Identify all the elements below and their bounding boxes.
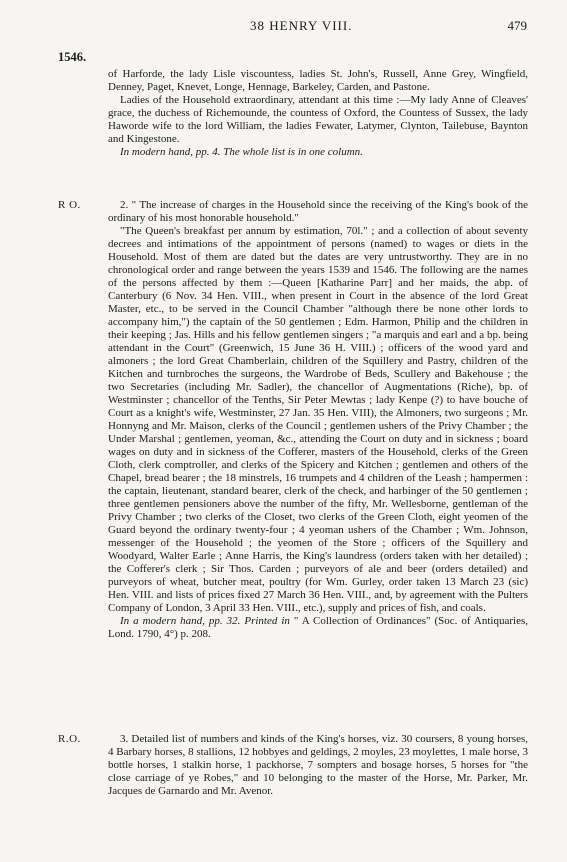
page-number: 479 (507, 18, 527, 33)
year-margin-label: 1546. (58, 50, 87, 64)
source-note-italic: In a modern hand, pp. 32. Printed in (120, 615, 290, 627)
paragraph-ladies-continued: of Harforde, the lady Lisle viscountess, ladies St. John's, Russell, Anne Grey, Wingfield, Denney, Paget, Knevet, Longe, Hennage, Barkeley, Carden, and Pastone. (108, 68, 528, 93)
source-note-citation: " A Collection of Ordinances" (Soc. of Antiquaries, Lond. 1790, 4°) p. 208. (108, 615, 528, 640)
margin-note-ro-1: R O. (58, 199, 81, 211)
margin-note-ro-2: R.O. (58, 733, 81, 745)
header-title: 38 HENRY VIII. (250, 18, 353, 33)
paragraph-source-note-1: In modern hand, pp. 4. The whole list is in one column. (120, 146, 363, 158)
running-header (0, 18, 567, 34)
paragraph-ladies-extraordinary: Ladies of the Household extraordinary, attendant at this time :—My lady Anne of Cleaves' grace, the duchess of Richemounde, the countess of Oxford, the Countess of Sussex, the lady Haworde wife to the lord William, the ladies Fewater, Latymer, Clynton, Tailebuse, Baynton and Kingestone. (108, 94, 528, 145)
paragraph-source-note-2 (108, 615, 528, 641)
paragraph-entry-2-body: "The Queen's breakfast per annum by estimation, 70l." ; and a collection of about seventy decrees and intimations of the appointment of persons (named) to wages or diets in the Household. Most of them are dated but the dates are very untrustworthy. They are in no chronological order and range between the years 1539 and 1546. The following are the names of the persons affected by them :—Queen [Katharine Parr] and her maids, the abp. of Canterbury (6 Nov. 34 Hen. VIII., when present in Court in the absence of the lord Great Master, etc., to be served in the Council Chamber "although there be none other lords to accompany him,") the captain of the 50 gentlemen ; Edm. Harmon, Philip and the children in their keeping ; Jas. Hills and his fellow gentlemen singers ; "a marquis and earl and a bp. being attendant in the Court" (Greenwich, 15 June 36 H. VIII.) ; officers of the wood yard and almoners ; the lord Great Chamberlain, children of the Squillery and Pastry, children of the Kitchen and turnbroches the surgeons, the Wardrobe of Beds, Scullery and Bakehouse ; the two Secretaries (including Mr. Sadler), the chancellor of Augmentations (Riche), bp. of Westminster ; chancellor of the Tenths, Sir Peter Mewtas ; lady Kenpe (?) to have bouche of Court as a knight's wife, Westminster, 27 Jan. 35 Hen. VIII), the Almoners, two surgeons ; Mr. Honnyng and Mr. Maison, clerks of the Council ; gentlemen ushers of the Privy Chamber ; the Under Marshal ; gentlemen, yeoman, &c., attending the Court on duty and in sickness ; board wages on duty and in sickness of the Cofferer, masters of the Household, clerks of the Green Cloth, clerk comptroller, and clerks of the Spicery and Kitchen ; gentlemen and others of the Chapel, bread bearer ; the 18 minstrels, 16 trumpets and 4 children of the Leash ; hampermen : the captain, lieutenant, standard bearer, clerk of the check, and harbinger of the 50 gentlemen ; three gentlemen pensioners above the number of the fifty, Mr. Wellesborne, gentleman of the Privy Chamber ; two clerks of the Closet, two clerks of the Green Cloth, eight yeomen of the Guard beyond the ordinary twenty-four ; 4 yeoman ushers of the Chamber ; Wm. Johnson, messenger of the Household ; the yeomen of the Store ; officers of the Squillery and Woodyard, Walter Earle ; Anne Harris, the King's laundress (orders taken with her detailed) ; the Cofferer's clerk ; Sir Thos. Carden ; purveyors of ale and beer (orders detailed) and purveyors of wheat, butcher meat, poultry (for Wm. Gurley, order taken 13 March 23 (sic) Hen. VIII. and lists of prices fixed 27 March 36 Hen. VIII., and, by agreement with the Pulters Company of London, 3 April 33 Hen. VIII., etc.), supply and prices of fish, and coals. (108, 225, 528, 614)
paragraph-entry-3: 3. Detailed list of numbers and kinds of the King's horses, viz. 30 coursers, 8 young horses, 4 Barbary horses, 8 stallions, 12 hobbyes and geldings, 2 moyles, 23 moylettes, 1 male horse, 3 bottle horses, 1 stalkin horse, 1 packhorse, 7 sompters and bosage horses, 5 horses for "the close carriage of ye Robes," and 10 belonging to the master of the Horse, Mr. Parker, Mr. Jacques de Garnardo and Mr. Avenor. (108, 733, 528, 797)
paragraph-entry-2-heading: 2. " The increase of charges in the Household since the receiving of the King's book of the ordinary of his most honorable household." (108, 199, 528, 224)
entry-kings-horses (108, 733, 528, 798)
entry-household-charges (108, 199, 528, 641)
entry-ladies-list (108, 68, 528, 159)
